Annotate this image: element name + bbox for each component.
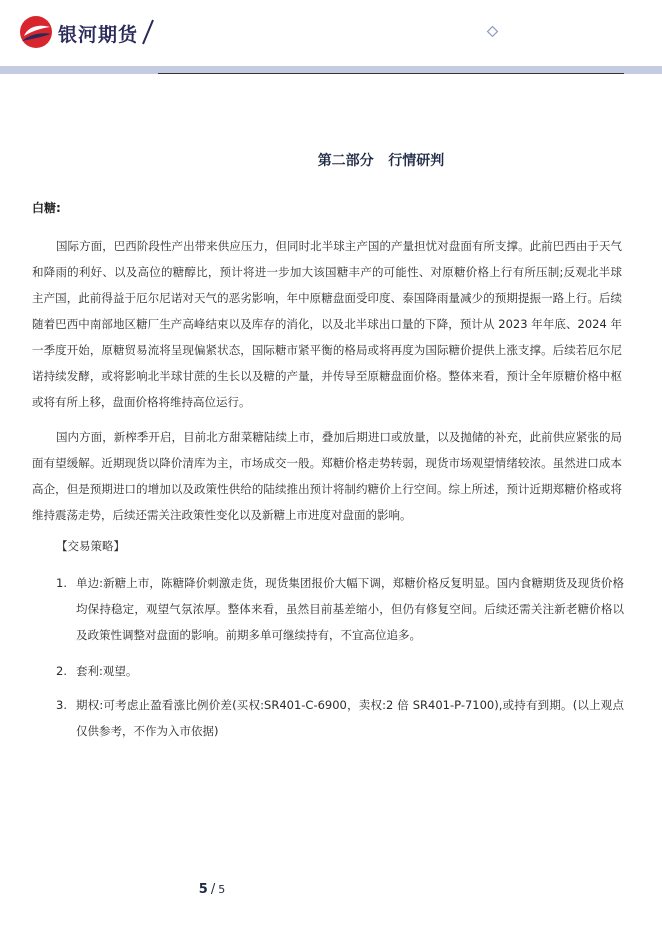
page-separator: / bbox=[210, 882, 216, 897]
list-number: 1. bbox=[56, 576, 67, 590]
commodity-heading: 白糖: bbox=[32, 201, 61, 215]
page-number bbox=[0, 882, 424, 897]
header-decoration-line bbox=[290, 24, 502, 42]
brand-slash-icon bbox=[140, 18, 156, 46]
page-current: 5 bbox=[198, 882, 208, 897]
paragraph-domestic: 国内方面，新榨季开启，目前北方甜菜糖陆续上市，叠加后期进口或放量，以及抛储的补充，此前供应紧张的局面有望缓解。近期现货以降价清库为主，市场成交一般。郑糖价格走势转弱，现货市场观望情绪较浓。虽然进口成本高企，但是预期进口的增加以及政策性供给的陆续推出预计将制约糖价上行空间。综上所述，预计近期郑糖价格或将维持震荡走势，后续还需关注政策性变化以及新糖上市进度对盘面的影响。 bbox=[32, 430, 622, 522]
list-text: 期权:可考虑止盈看涨比例价差(买权:SR401-C-6900，卖权:2 倍 SR401-P-7100),或持有到期。(以上观点仅供参考，不作为入市依据) bbox=[76, 698, 624, 738]
strategy-heading: 【交易策略】 bbox=[56, 539, 125, 553]
header-divider bbox=[158, 73, 624, 74]
paragraph-international: 国际方面，巴西阶段性产出带来供应压力，但同时北半球主产国的产量担忧对盘面有所支撑。此前巴西由于天气和降雨的利好、以及高位的糖醇比，预计将进一步加大该国糖丰产的可能性、对原糖价格上行有所压制;反观北半球主产国，此前得益于厄尔尼诺对天气的恶劣影响，年中原糖盘面受印度、泰国降雨量减少的预期提振一路上行。后续随着巴西中南部地区糖厂生产高峰结束以及库存的消化，以及北半球出口量的下降，预计从 2023 年年底、2024 年一季度开始，原糖贸易流将呈现偏紧状态，国际糖市紧平衡的格局或将再度为国际糖价提供上涨支撑。后续若厄尔尼诺持续发酵，或将影响北半球甘蔗的生长以及糖的产量，并传导至原糖盘面价格。整体来看，预计全年原糖价格中枢或将有所上移，盘面价格将维持高位运行。 bbox=[32, 239, 622, 409]
list-text: 单边:新糖上市，陈糖降价刺激走货，现货集团报价大幅下调，郑糖价格反复明显。国内食糖期货及现货价格均保持稳定，观望气氛浓厚。整体来看，虽然目前基差缩小，但仍有修复空间。后续还需关注新老糖价格以及政策性调整对盘面的影响。前期多单可继续持有，不宜高位追多。 bbox=[76, 576, 624, 642]
brand-name: 银河期货 bbox=[58, 24, 139, 46]
page-header bbox=[0, 0, 662, 66]
list-number: 2. bbox=[56, 664, 67, 678]
galaxy-logo-icon bbox=[18, 14, 54, 50]
list-text: 套利:观望。 bbox=[76, 664, 138, 678]
list-number: 3. bbox=[56, 698, 67, 712]
section-title: 第二部分 行情研判 bbox=[317, 153, 445, 169]
page-total: 5 bbox=[218, 883, 226, 896]
